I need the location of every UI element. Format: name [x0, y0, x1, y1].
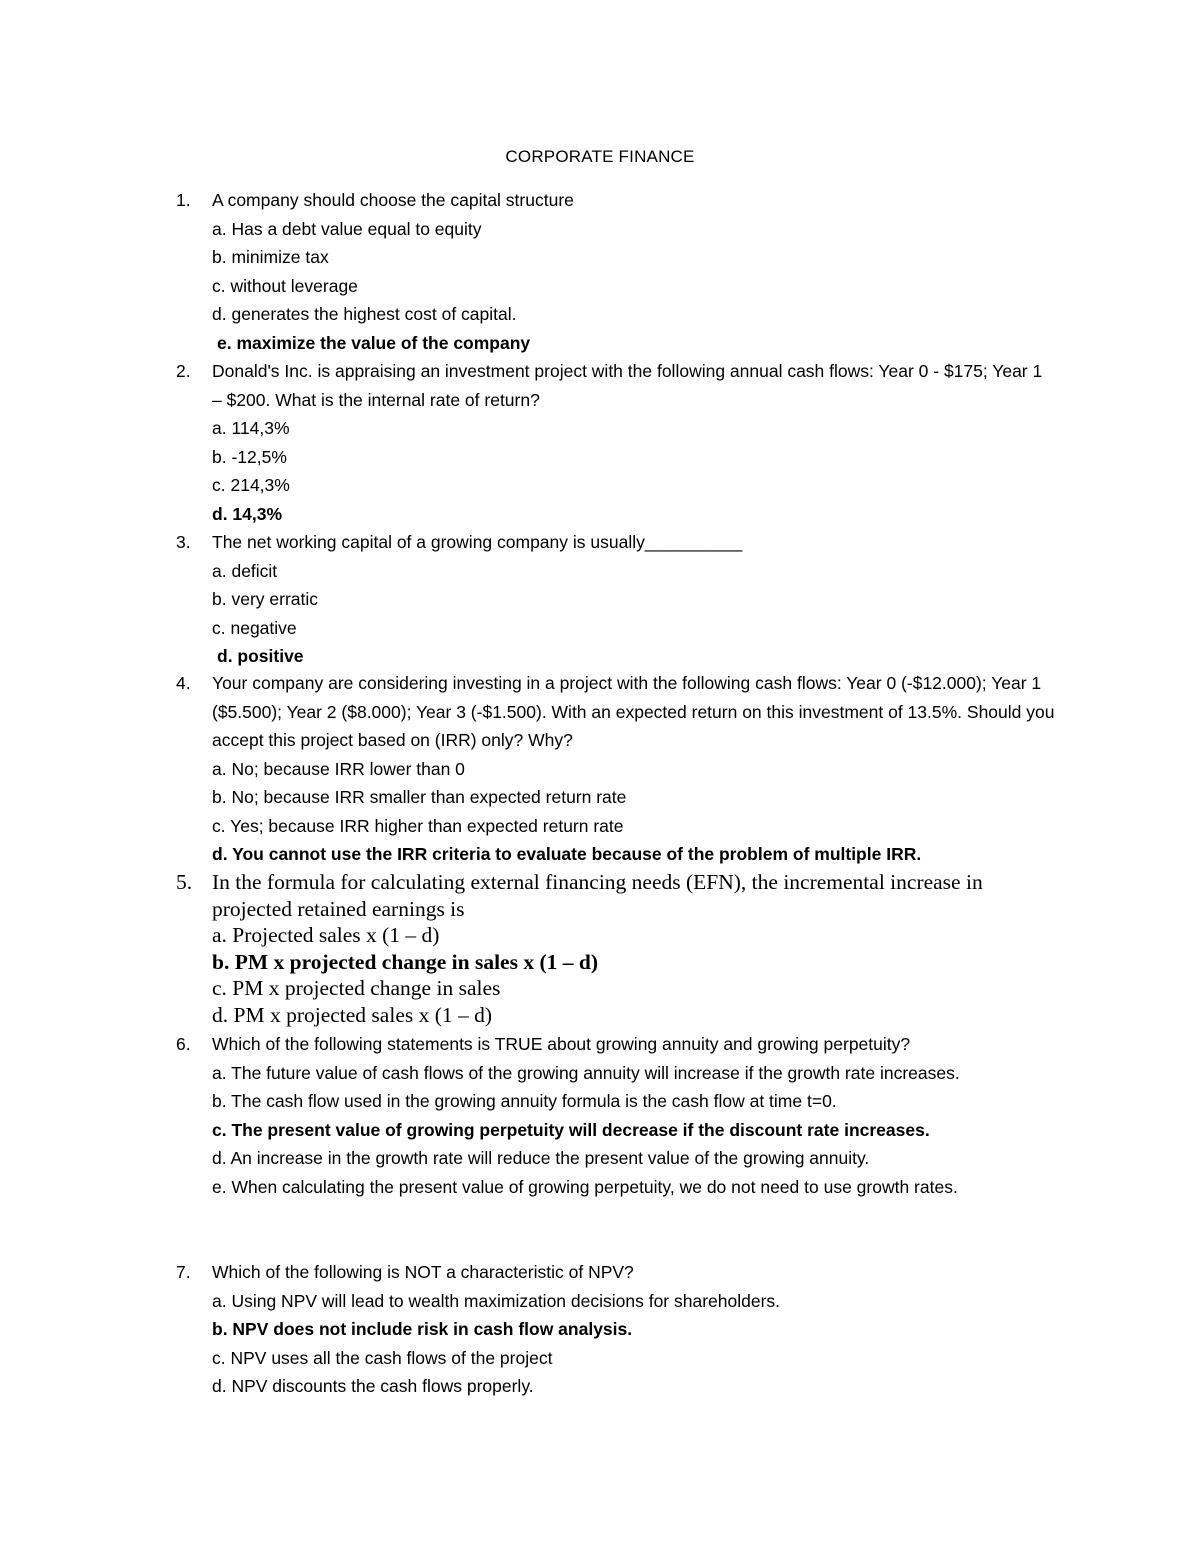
answer-option: a. Using NPV will lead to wealth maximization decisions for shareholders. [212, 1290, 781, 1311]
question-2 [176, 357, 1056, 528]
answer-option: a. Has a debt value equal to equity [212, 218, 482, 239]
answer-option: a. deficit [212, 560, 278, 581]
correct-answer-option: d. You cannot use the IRR criteria to evaluate because of the problem of multiple IRR. [212, 844, 922, 864]
answer-option: c. NPV uses all the cash flows of the project [212, 1347, 553, 1368]
correct-answer-option: d. positive [217, 646, 304, 666]
correct-answer-option: c. The present value of growing perpetuity will decrease if the discount rate increases. [212, 1119, 930, 1140]
answer-option: c. Yes; because IRR higher than expected return rate [212, 815, 624, 836]
question-number: 5. [176, 870, 193, 894]
answer-option: e. When calculating the present value of growing perpetuity, we do not need to use growth rates. [212, 1176, 958, 1197]
question-number: 3. [176, 532, 191, 552]
answer-option: a. No; because IRR lower than 0 [212, 758, 465, 779]
correct-answer-option: b. PM x projected change in sales x (1 – d) [212, 949, 598, 974]
answer-option: d. generates the highest cost of capital. [212, 304, 517, 324]
question-stem: In the formula for calculating external financing needs (EFN), the incremental increase in projected retained earnings is [212, 870, 983, 921]
answer-option: b. No; because IRR smaller than expected return rate [212, 787, 627, 807]
question-number: 1. [176, 190, 191, 210]
question-4 [176, 669, 1056, 869]
question-stem: Which of the following statements is TRUE about growing annuity and growing perpetuity? [212, 1034, 911, 1054]
question-stem: Your company are considering investing in a project with the following cash flows: Year 0 (-$12.000); Year 1 ($5.500); Year 2 ($8.000); Year 3 (-$1.500). With an expected return on this investment of 13.5%. Should you accept this project based on (IRR) only? Why? [212, 673, 1055, 750]
answer-option: c. negative [212, 617, 297, 638]
answer-option: a. The future value of cash flows of the growing annuity will increase if the growth rate increases. [212, 1062, 960, 1083]
correct-answer-option: b. NPV does not include risk in cash flow analysis. [212, 1319, 633, 1339]
question-stem: A company should choose the capital structure [212, 190, 574, 210]
question-stem: The net working capital of a growing company is usually__________ [212, 532, 743, 552]
answer-option: a. 114,3% [212, 418, 290, 438]
question-number: 7. [176, 1262, 191, 1282]
question-3 [176, 528, 1056, 671]
question-stem: Which of the following is NOT a characteristic of NPV? [212, 1262, 634, 1282]
question-number: 6. [176, 1034, 191, 1054]
question-stem: Donald's Inc. is appraising an investment project with the following annual cash flows: Year 0 - $175; Year 1 – $200. What is the internal rate of return? [212, 361, 1043, 410]
answer-option: d. PM x projected sales x (1 – d) [212, 1002, 493, 1027]
answer-option: b. The cash flow used in the growing annuity formula is the cash flow at time t=0. [212, 1091, 837, 1111]
answer-option: d. NPV discounts the cash flows properly. [212, 1376, 534, 1396]
answer-option: d. An increase in the growth rate will reduce the present value of the growing annuity. [212, 1148, 870, 1168]
answer-option: b. very erratic [212, 589, 318, 609]
answer-option: c. 214,3% [212, 475, 290, 495]
correct-answer-option: e. maximize the value of the company [217, 332, 531, 353]
question-number: 2. [176, 361, 191, 381]
answer-option: b. -12,5% [212, 446, 287, 467]
answer-option: c. PM x projected change in sales [212, 976, 501, 1000]
question-6 [176, 1030, 1056, 1201]
question-5 [176, 869, 1056, 1028]
answer-option: c. without leverage [212, 275, 358, 296]
answer-option: a. Projected sales x (1 – d) [212, 923, 440, 947]
correct-answer-option: d. 14,3% [212, 503, 283, 524]
question-1 [176, 186, 1056, 357]
answer-option: b. minimize tax [212, 247, 329, 267]
question-7 [176, 1258, 1056, 1401]
document-title: CORPORATE FINANCE [505, 147, 695, 166]
question-number: 4. [176, 673, 191, 693]
